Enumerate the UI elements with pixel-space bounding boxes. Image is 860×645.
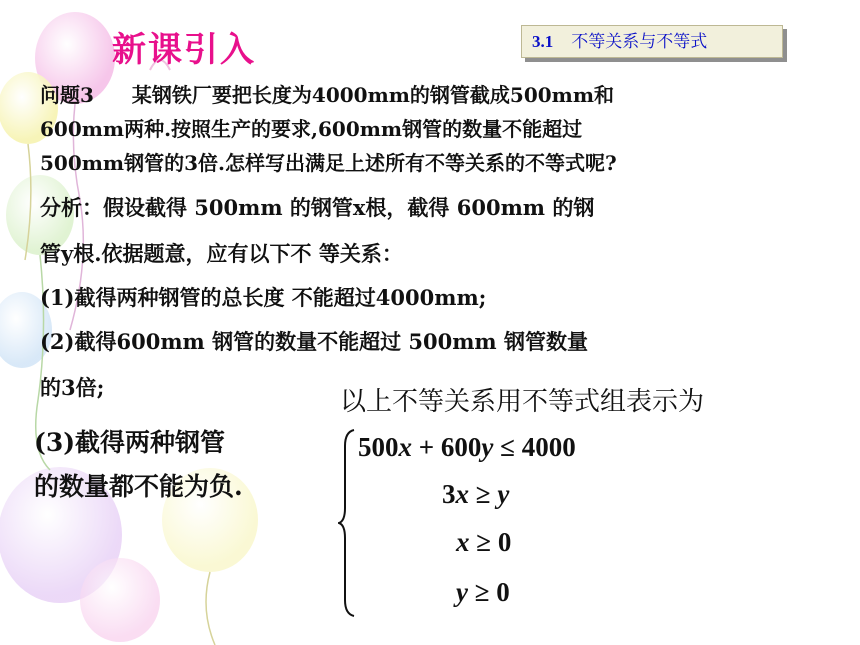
summary-text: 以上不等关系用不等式组表示为	[340, 387, 705, 417]
inequality-2: 3x ≥ y	[442, 479, 510, 509]
condition-1: (1)截得两种钢管的总长度 不能超过4000mm;	[40, 285, 487, 310]
section-label	[521, 25, 783, 58]
inequality-1: 500x + 600y ≤ 4000	[358, 432, 576, 462]
condition-2: (2)截得600mm 钢管的数量不能超过 500mm 钢管数量	[40, 329, 588, 354]
section-number: 3.1	[532, 32, 554, 51]
problem-line-2: 600mm两种.按照生产的要求,600mm钢管的数量不能超过	[40, 117, 583, 141]
inequality-4: y ≥ 0	[456, 577, 510, 607]
condition-3: (3)截得两种钢管 的数量都不能为负.	[34, 428, 243, 501]
problem-line-1: 问题3 某钢铁厂要把长度为4000mm的钢管截成500mm和	[40, 83, 614, 107]
analysis-line-2: 管y根.依据题意，应有以下不 等关系：	[40, 241, 403, 266]
analysis-line-1: 分析：假设截得 500mm 的钢管x根，截得 600mm 的钢	[40, 195, 595, 220]
problem-label: 问题3	[40, 83, 94, 107]
problem-statement	[40, 78, 840, 180]
problem-line-3: 500mm钢管的3倍.怎样写出满足上述所有不等关系的不等式呢?	[40, 151, 617, 175]
inequality-system	[338, 428, 658, 618]
section-title: 不等关系与不等式	[571, 32, 708, 52]
condition-2-continued: 的3倍;	[40, 375, 105, 400]
left-brace	[338, 428, 358, 618]
inequality-3: x ≥ 0	[456, 527, 512, 557]
page-title: 新课引入	[112, 30, 256, 70]
